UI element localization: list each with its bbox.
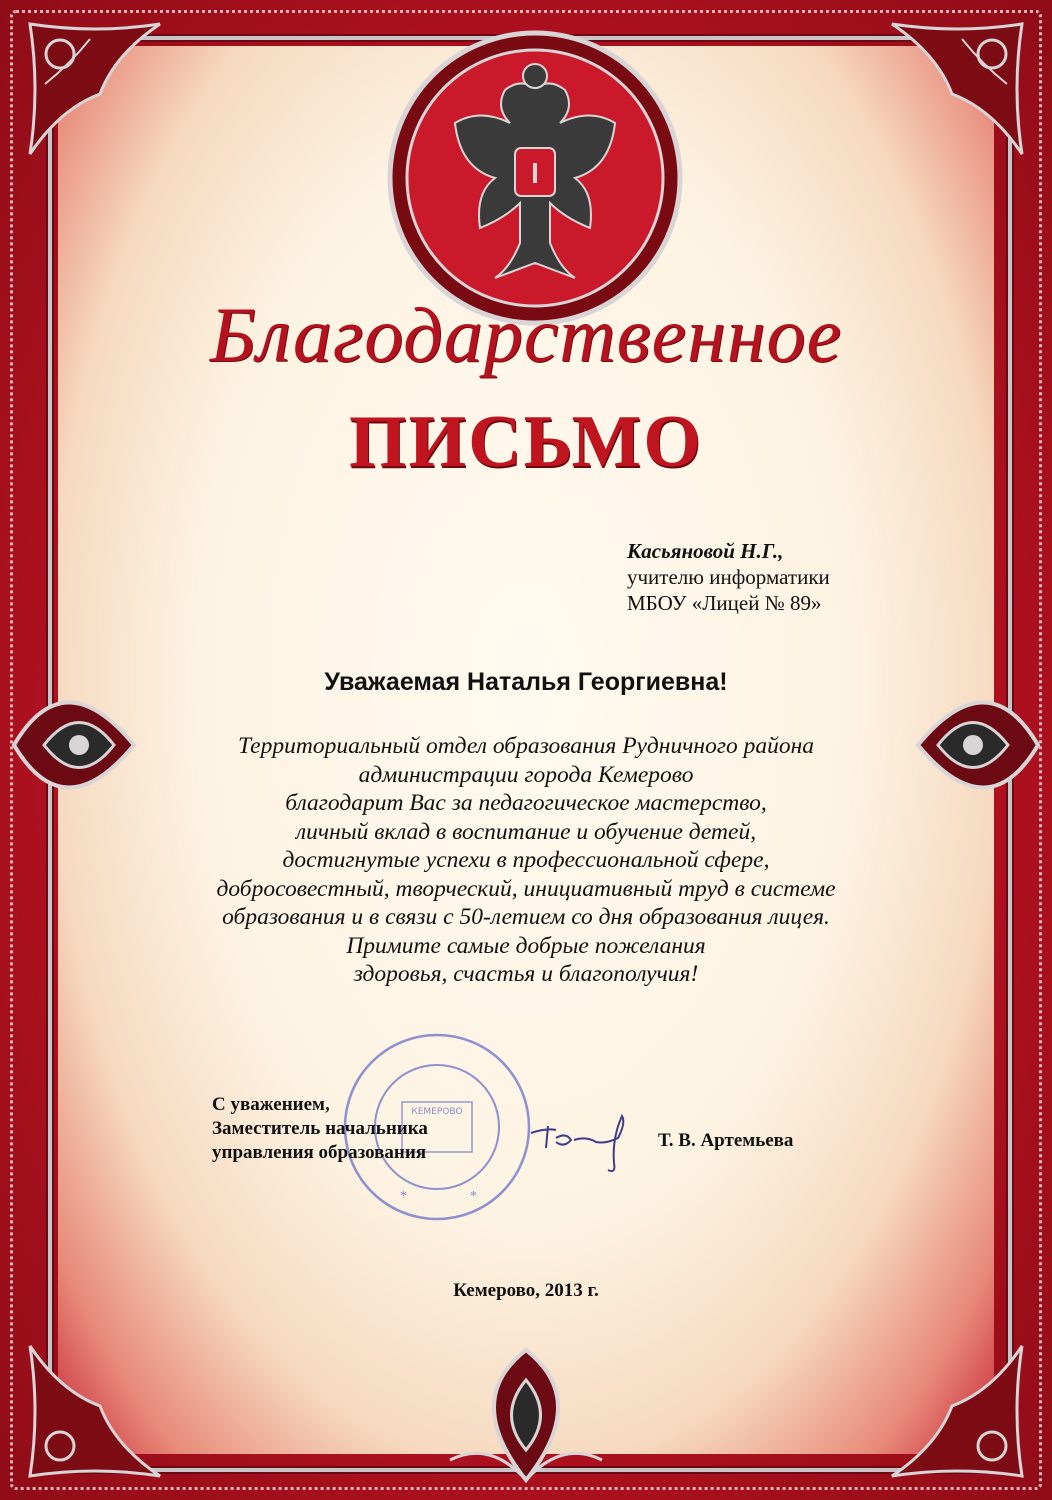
corner-ornament-bottom-right [882, 1336, 1032, 1486]
corner-ornament-bottom-left [20, 1336, 170, 1486]
signer-position-line1: Заместитель начальника [212, 1118, 428, 1139]
body-text [150, 732, 902, 989]
body-line: благодарит Вас за педагогическое мастерство, [285, 790, 767, 816]
svg-text:*: * [470, 1189, 477, 1204]
title-script: Благодарственное [209, 291, 843, 378]
handwritten-signature [526, 1108, 646, 1178]
recipient-name: Касьяновой Н.Г., [627, 539, 784, 563]
body-line: образования и в связи с 50-летием со дня образования лицея. [222, 904, 830, 930]
signature-title-block [212, 1093, 428, 1165]
svg-text:*: * [400, 1189, 407, 1204]
body-line: администрации города Кемерово [358, 761, 694, 788]
signer-position-line2: управления образования [212, 1142, 427, 1163]
body-line: личный вклад в воспитание и обучение детей, [295, 818, 757, 845]
bottom-center-ornament [440, 1340, 612, 1490]
body-line: здоровья, счастья и благополучия! [353, 961, 699, 987]
body-line: Территориальный отдел образования Рудничного района [237, 733, 815, 759]
stamp-center-text: КЕМЕРОВО [411, 1107, 463, 1117]
place-and-year: Кемерово, 2013 г. [453, 1280, 599, 1301]
corner-ornament-top-right [882, 14, 1032, 164]
body-line: Примите самые добрые пожелания [346, 932, 706, 959]
closing-line: С уважением, [212, 1094, 330, 1115]
recipient-position: учителю информатики [627, 565, 830, 589]
greeting: Уважаемая Наталья Георгиевна! [324, 668, 728, 696]
body-line: достигнутые успехи в профессиональной сфере, [282, 847, 770, 873]
corner-ornament-top-left [20, 14, 170, 164]
title-main: ПИСЬМО [349, 401, 703, 483]
double-headed-eagle-emblem [385, 28, 685, 328]
recipient-organization: МБОУ «Лицей № 89» [627, 591, 822, 615]
signer-name: Т. В. Артемьева [658, 1130, 794, 1151]
recipient-block [627, 538, 927, 616]
body-line: добросовестный, творческий, инициативный труд в системе [216, 875, 836, 902]
